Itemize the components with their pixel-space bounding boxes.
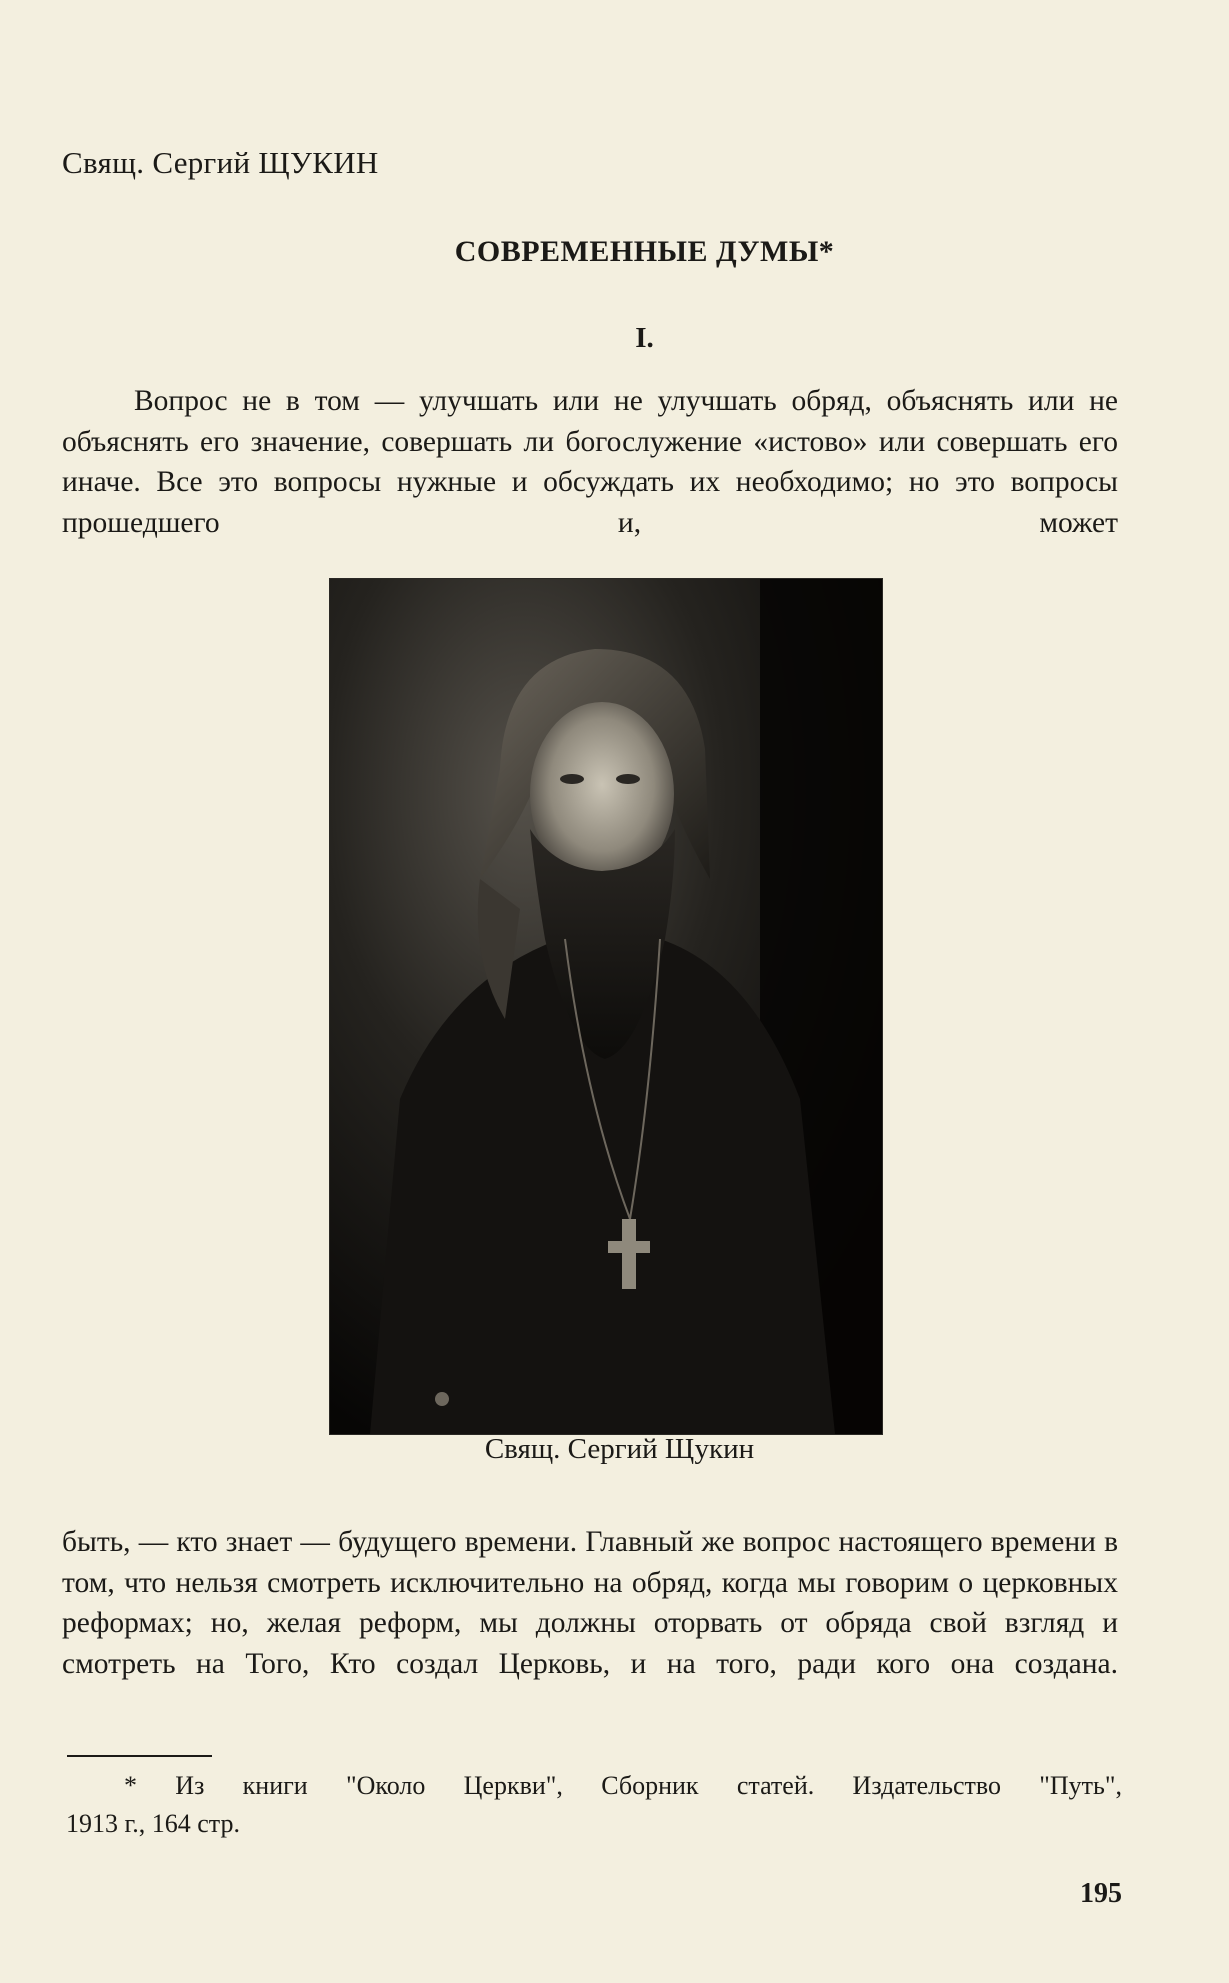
article-title: СОВРЕМЕННЫЕ ДУМЫ*: [454, 235, 835, 268]
footnote-divider: [67, 1755, 212, 1757]
footnote-line-2: 1913 г., 164 стр.: [66, 1809, 240, 1838]
author-line: Свящ. Сергий ЩУКИН: [62, 145, 379, 180]
photo-caption: Свящ. Сергий Щукин: [484, 1433, 755, 1465]
body-paragraph-1: Вопрос не в том — улучшать или не улучшать обряд, объяснять или не объяснять его значение, совершать ли богослужение «истово» или совершать его иначе. Все это вопросы нужные и обсуждать их необходимо; но это вопросы прошедшего и, может: [62, 385, 1118, 539]
portrait-photo: [329, 578, 883, 1435]
footnote-line-1: * Из книги "Около Церкви", Сборник статей. Издательство "Путь",: [124, 1771, 1122, 1800]
footnote: [66, 1767, 1122, 1843]
portrait-image: [330, 579, 882, 1434]
body-paragraph-2: быть, — кто знает — будущего времени. Главный же вопрос настоящего времени в том, что нельзя смотреть исключительно на обряд, когда мы говорим о церковных реформах; но, желая реформ, мы должны оторвать от обряда свой взгляд и смотреть на Того, Кто создал Церковь, и на того, ради кого она создана.: [62, 1526, 1118, 1680]
page-number: 195: [1080, 1878, 1122, 1909]
section-number: I.: [635, 322, 654, 354]
